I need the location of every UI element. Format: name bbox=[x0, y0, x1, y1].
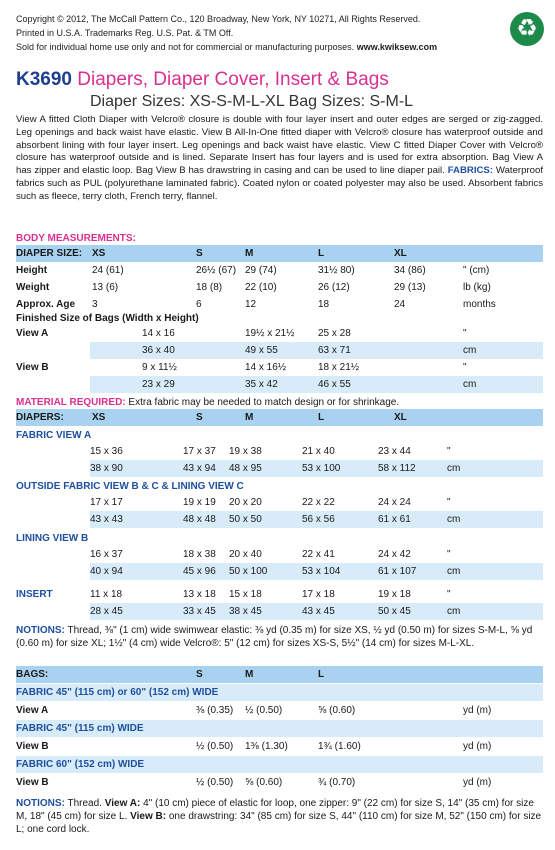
column-header: DIAPERS: bbox=[16, 412, 64, 423]
table-cell: 6 bbox=[196, 299, 202, 310]
table-cell: 56 x 56 bbox=[302, 514, 335, 525]
table-cell: 38 x 45 bbox=[229, 606, 262, 617]
table-cell: 50 x 50 bbox=[229, 514, 262, 525]
table-cell: 58 x 112 bbox=[378, 463, 416, 474]
table-cell: 48 x 48 bbox=[183, 514, 216, 525]
table-cell: 1¾ (1.60) bbox=[318, 741, 361, 752]
table-cell: 38 x 90 bbox=[90, 463, 123, 474]
column-header: L bbox=[318, 412, 325, 423]
bag-fabric-header bbox=[16, 720, 543, 737]
table-cell: 53 x 104 bbox=[302, 566, 341, 577]
table-cell: ½ (0.50) bbox=[196, 777, 234, 788]
bag-notions-text-a: Thread. bbox=[67, 798, 102, 809]
table-cell: 33 x 45 bbox=[183, 606, 216, 617]
table-row bbox=[90, 563, 543, 580]
table-cell: " bbox=[447, 497, 451, 508]
row-label: Weight bbox=[16, 282, 50, 293]
table-cell: 26 (12) bbox=[318, 282, 350, 293]
table-cell: 17 x 37 bbox=[183, 446, 216, 457]
bags-header-row bbox=[16, 666, 543, 683]
table-cell: 16 x 37 bbox=[90, 549, 123, 560]
table-cell: 24 bbox=[394, 299, 406, 310]
pattern-code: K3690 bbox=[16, 69, 72, 90]
table-cell: cm bbox=[447, 606, 461, 617]
row-label: View B bbox=[16, 741, 49, 752]
website-link[interactable]: www.kwiksew.com bbox=[356, 42, 438, 52]
table-cell: 23 x 44 bbox=[378, 446, 411, 457]
body-header-row bbox=[16, 245, 543, 262]
copyright-line-1: Copyright © 2012, The McCall Pattern Co., 120 Broadway, New York, NY 10271, All Rights Reserved. bbox=[16, 14, 421, 24]
table-cell: 23 x 29 bbox=[142, 379, 175, 390]
table-cell: yd (m) bbox=[463, 741, 492, 752]
copyright-block bbox=[16, 12, 437, 54]
table-cell: ⅜ (0.35) bbox=[196, 705, 234, 716]
table-cell: cm bbox=[447, 463, 461, 474]
bag-notions-view-a: View A: bbox=[104, 798, 141, 809]
table-cell: 29 (74) bbox=[245, 265, 277, 276]
bag-size-subtitle: Finished Size of Bags (Width x Height) bbox=[16, 313, 199, 324]
table-cell: 29 (13) bbox=[394, 282, 426, 293]
table-row bbox=[16, 359, 543, 376]
table-cell: 28 x 45 bbox=[90, 606, 123, 617]
table-cell: cm bbox=[463, 379, 477, 390]
table-cell: yd (m) bbox=[463, 705, 492, 716]
table-row bbox=[16, 494, 543, 511]
fabrics-label: FABRICS: bbox=[447, 165, 494, 177]
table-row bbox=[16, 586, 543, 603]
table-cell: " (cm) bbox=[463, 265, 490, 276]
table-row bbox=[16, 546, 543, 563]
table-cell: " bbox=[447, 549, 451, 560]
group-title: INSERT bbox=[16, 589, 53, 600]
table-cell: 43 x 43 bbox=[90, 514, 123, 525]
column-header: M bbox=[245, 669, 254, 680]
table-cell: cm bbox=[447, 514, 461, 525]
column-header: XS bbox=[92, 412, 106, 423]
page-subtitle: Diaper Sizes: XS-S-M-L-XL Bag Sizes: S-M-L bbox=[90, 93, 414, 110]
table-cell: 50 x 45 bbox=[378, 606, 411, 617]
table-cell: 20 x 40 bbox=[229, 549, 262, 560]
copyright-line-2: Printed in U.S.A. Trademarks Reg. U.S. Pat. & TM Off. bbox=[16, 28, 234, 38]
table-cell: 9 x 11½ bbox=[142, 362, 177, 373]
row-label: View B bbox=[16, 362, 49, 373]
table-row bbox=[90, 511, 543, 528]
table-cell: 50 x 100 bbox=[229, 566, 268, 577]
group-title: OUTSIDE FABRIC VIEW B & C & LINING VIEW C bbox=[16, 481, 244, 492]
table-cell: 24 x 24 bbox=[378, 497, 411, 508]
description-text: View A fitted Cloth Diaper with Velcro® closure is double with four layer insert and outer edges are serged or zig-zagged. Leg openings and back waist have elastic. View B All-In-One fitted diaper with Velcro® closure has waterproof outside and absorbent lining with four layer insert. Leg openings and back waist have elastic. View C fitted Diaper Cover with Velcro® closure has waterproof outside and is lined. Separate Insert has four layers and is used for extra absorption. Bag View A has zipper and elastic loop. Bag View B has drawstring in casing and can be used to line diaper pail. bbox=[16, 114, 543, 177]
table-cell: 35 x 42 bbox=[245, 379, 278, 390]
group-title: FABRIC 60" (152 cm) WIDE bbox=[16, 759, 145, 770]
table-cell: 17 x 17 bbox=[90, 497, 123, 508]
page-title bbox=[16, 70, 389, 90]
description bbox=[16, 114, 543, 204]
table-row bbox=[16, 262, 543, 279]
table-cell: 14 x 16 bbox=[142, 328, 175, 339]
table-row bbox=[90, 376, 543, 393]
column-header: L bbox=[318, 248, 325, 259]
table-row bbox=[16, 738, 543, 755]
row-label: Height bbox=[16, 265, 48, 276]
table-cell: 61 x 107 bbox=[378, 566, 417, 577]
table-cell: ½ (0.50) bbox=[245, 705, 283, 716]
table-cell: 25 x 28 bbox=[318, 328, 351, 339]
table-cell: 19 x 38 bbox=[229, 446, 262, 457]
table-cell: 12 bbox=[245, 299, 257, 310]
table-row bbox=[90, 342, 543, 359]
pattern-title: Diapers, Diaper Cover, Insert & Bags bbox=[77, 69, 389, 90]
table-cell: cm bbox=[447, 566, 461, 577]
fabrics-text: Waterproof fabrics such as PUL (polyurethane laminated fabric). Coated nylon or coated polyester may also be used. Absorbent fabrics such as fleece, terry cloth, French terry, flannel. bbox=[16, 165, 543, 202]
row-label: View A bbox=[16, 705, 49, 716]
table-cell: 18 x 38 bbox=[183, 549, 216, 560]
table-cell: 26½ (67) bbox=[196, 265, 237, 276]
table-row bbox=[16, 325, 543, 342]
bag-notions-view-b: View B: bbox=[130, 811, 167, 822]
table-cell: " bbox=[447, 589, 451, 600]
table-cell: 18 (8) bbox=[196, 282, 223, 293]
table-cell: ⅝ (0.60) bbox=[245, 777, 283, 788]
column-header: M bbox=[245, 412, 254, 423]
table-row bbox=[16, 296, 543, 313]
table-cell: yd (m) bbox=[463, 777, 492, 788]
row-label: Approx. Age bbox=[16, 299, 76, 310]
body-measurements-title: BODY MEASUREMENTS: bbox=[16, 233, 136, 244]
table-cell: 63 x 71 bbox=[318, 345, 351, 356]
table-cell: 49 x 55 bbox=[245, 345, 278, 356]
table-cell: " bbox=[463, 328, 467, 339]
notions-text: Thread, ⅜" (1 cm) wide swimwear elastic: ⅜ yd (0.35 m) for size XS, ½ yd (0.50 m) for sizes S-M-L, ⅝ yd (0.60 m) for size XL; 1½" (4 cm) wide Velcro®: 5" (12 cm) for sizes XS-S, 5½" (14 cm) for sizes M-L-XL. bbox=[16, 625, 533, 649]
diaper-notions bbox=[16, 624, 543, 650]
table-cell: 17 x 18 bbox=[302, 589, 335, 600]
material-required bbox=[16, 397, 399, 408]
column-header: XL bbox=[394, 412, 407, 423]
table-row bbox=[90, 460, 543, 477]
table-cell: months bbox=[463, 299, 496, 310]
table-cell: 13 x 18 bbox=[183, 589, 216, 600]
table-cell: 13 (6) bbox=[92, 282, 119, 293]
table-row bbox=[16, 702, 543, 719]
table-cell: 43 x 94 bbox=[183, 463, 216, 474]
table-cell: 15 x 36 bbox=[90, 446, 123, 457]
bag-fabric-header bbox=[16, 684, 543, 701]
table-cell: ⅝ (0.60) bbox=[318, 705, 356, 716]
table-cell: ¾ (0.70) bbox=[318, 777, 356, 788]
table-row bbox=[16, 279, 543, 296]
table-cell: 31½ 80) bbox=[318, 265, 355, 276]
table-cell: " bbox=[447, 446, 451, 457]
bag-notions bbox=[16, 797, 543, 836]
column-header: S bbox=[196, 412, 203, 423]
table-cell: ½ (0.50) bbox=[196, 741, 234, 752]
row-label: View B bbox=[16, 777, 49, 788]
table-cell: 19 x 19 bbox=[183, 497, 216, 508]
table-cell: 24 x 42 bbox=[378, 549, 411, 560]
table-cell: 22 x 41 bbox=[302, 549, 335, 560]
table-cell: 40 x 94 bbox=[90, 566, 123, 577]
table-cell: 14 x 16½ bbox=[245, 362, 287, 373]
table-cell: 53 x 100 bbox=[302, 463, 341, 474]
group-title: FABRIC VIEW A bbox=[16, 430, 92, 441]
material-required-text: Extra fabric may be needed to match design or for shrinkage. bbox=[128, 397, 400, 408]
group-title: LINING VIEW B bbox=[16, 533, 89, 544]
table-cell: 19½ x 21½ bbox=[245, 328, 295, 339]
table-cell: 15 x 18 bbox=[229, 589, 262, 600]
table-cell: cm bbox=[463, 345, 477, 356]
copyright-line-3: Sold for individual home use only and not for commercial or manufacturing purposes. www.kwiksew.com bbox=[16, 42, 438, 52]
column-header: S bbox=[196, 248, 203, 259]
bag-notions-text-b: 4" (10 cm) piece of elastic for loop, one zipper: 9" (22 cm) for size S, 14" (35 cm) for size M, 18" (45 cm) for size L. bbox=[16, 798, 534, 822]
table-cell: 48 x 95 bbox=[229, 463, 262, 474]
table-cell: 61 x 61 bbox=[378, 514, 411, 525]
table-cell: 46 x 55 bbox=[318, 379, 351, 390]
column-header: DIAPER SIZE: bbox=[16, 248, 83, 259]
column-header: S bbox=[196, 669, 203, 680]
table-cell: 3 bbox=[92, 299, 98, 310]
column-header: L bbox=[318, 669, 325, 680]
material-required-label: MATERIAL REQUIRED: bbox=[16, 397, 126, 408]
table-cell: 18 x 21½ bbox=[318, 362, 360, 373]
table-cell: 21 x 40 bbox=[302, 446, 335, 457]
table-cell: 22 (10) bbox=[245, 282, 277, 293]
group-title: FABRIC 45" (115 cm) WIDE bbox=[16, 723, 144, 734]
table-cell: 1⅜ (1.30) bbox=[245, 741, 288, 752]
notions-label: NOTIONS: bbox=[16, 625, 65, 636]
table-cell: 43 x 45 bbox=[302, 606, 335, 617]
diapers-header-row bbox=[16, 409, 543, 426]
table-cell: " bbox=[463, 362, 467, 373]
table-cell: 11 x 18 bbox=[90, 589, 123, 600]
table-cell: 36 x 40 bbox=[142, 345, 175, 356]
column-header: XS bbox=[92, 248, 106, 259]
table-cell: 20 x 20 bbox=[229, 497, 262, 508]
table-row bbox=[16, 443, 543, 460]
row-label: View A bbox=[16, 328, 49, 339]
table-cell: 19 x 18 bbox=[378, 589, 411, 600]
table-cell: 24 (61) bbox=[92, 265, 124, 276]
table-cell: 22 x 22 bbox=[302, 497, 335, 508]
table-row bbox=[16, 774, 543, 791]
group-title: FABRIC 45" (115 cm) or 60" (152 cm) WIDE bbox=[16, 687, 219, 698]
table-row bbox=[90, 603, 543, 620]
column-header: XL bbox=[394, 248, 407, 259]
column-header: M bbox=[245, 248, 254, 259]
recycle-icon: ♻ bbox=[510, 12, 544, 46]
column-header: BAGS: bbox=[16, 669, 49, 680]
bag-notions-label: NOTIONS: bbox=[16, 798, 65, 809]
bag-notions-text-c: one drawstring: 34" (85 cm) for size S, 44" (110 cm) for size M, 52" (150 cm) for size L; one cord lock. bbox=[16, 811, 542, 835]
table-cell: 45 x 96 bbox=[183, 566, 216, 577]
table-cell: 18 bbox=[318, 299, 330, 310]
bag-fabric-header bbox=[16, 756, 543, 773]
table-cell: lb (kg) bbox=[463, 282, 491, 293]
table-cell: 34 (86) bbox=[394, 265, 426, 276]
